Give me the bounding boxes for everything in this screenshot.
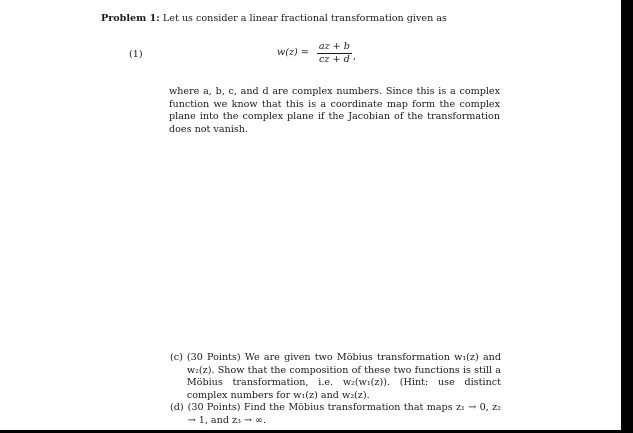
problem-parts	[170, 352, 501, 428]
part-c-label: (c)	[170, 352, 183, 363]
equation-denominator: cz + d	[319, 54, 350, 65]
equation-number: (1)	[129, 49, 143, 60]
problem-label: Problem 1:	[101, 13, 160, 24]
part-d-text: (30 Points) Find the Möbius transformation that maps z₁ → 0, z₂ → 1, and z₃ → ∞.	[187, 402, 501, 426]
problem-intro: Let us consider a linear fractional transformation given as	[162, 13, 447, 24]
equation	[277, 41, 356, 66]
equation-trailing: ,	[352, 51, 356, 63]
equation-fraction	[317, 41, 352, 66]
definition-paragraph: where a, b, c, and d are complex numbers. Since this is a complex function we know that this is a coordinate map form the complex plane into the complex plane if the Jacobian of the transformation does not vanish.	[169, 86, 500, 135]
part-d-label: (d)	[170, 402, 184, 414]
problem-heading	[101, 13, 447, 26]
part-d	[170, 402, 501, 427]
equation-numerator: az + b	[318, 41, 350, 52]
part-c-text: (30 Points) We are given two Möbius transformation w₁(z) and w₂(z). Show that the composition of these two functions is still a Möbius transformation, i.e. w₂(w₁(z)). (Hint: use distinct complex numbers for w₁(z) and w₂(z).	[186, 352, 501, 401]
page-border-right	[621, 0, 633, 433]
equation-lhs: w(z) =	[277, 47, 309, 59]
part-c	[170, 352, 501, 402]
